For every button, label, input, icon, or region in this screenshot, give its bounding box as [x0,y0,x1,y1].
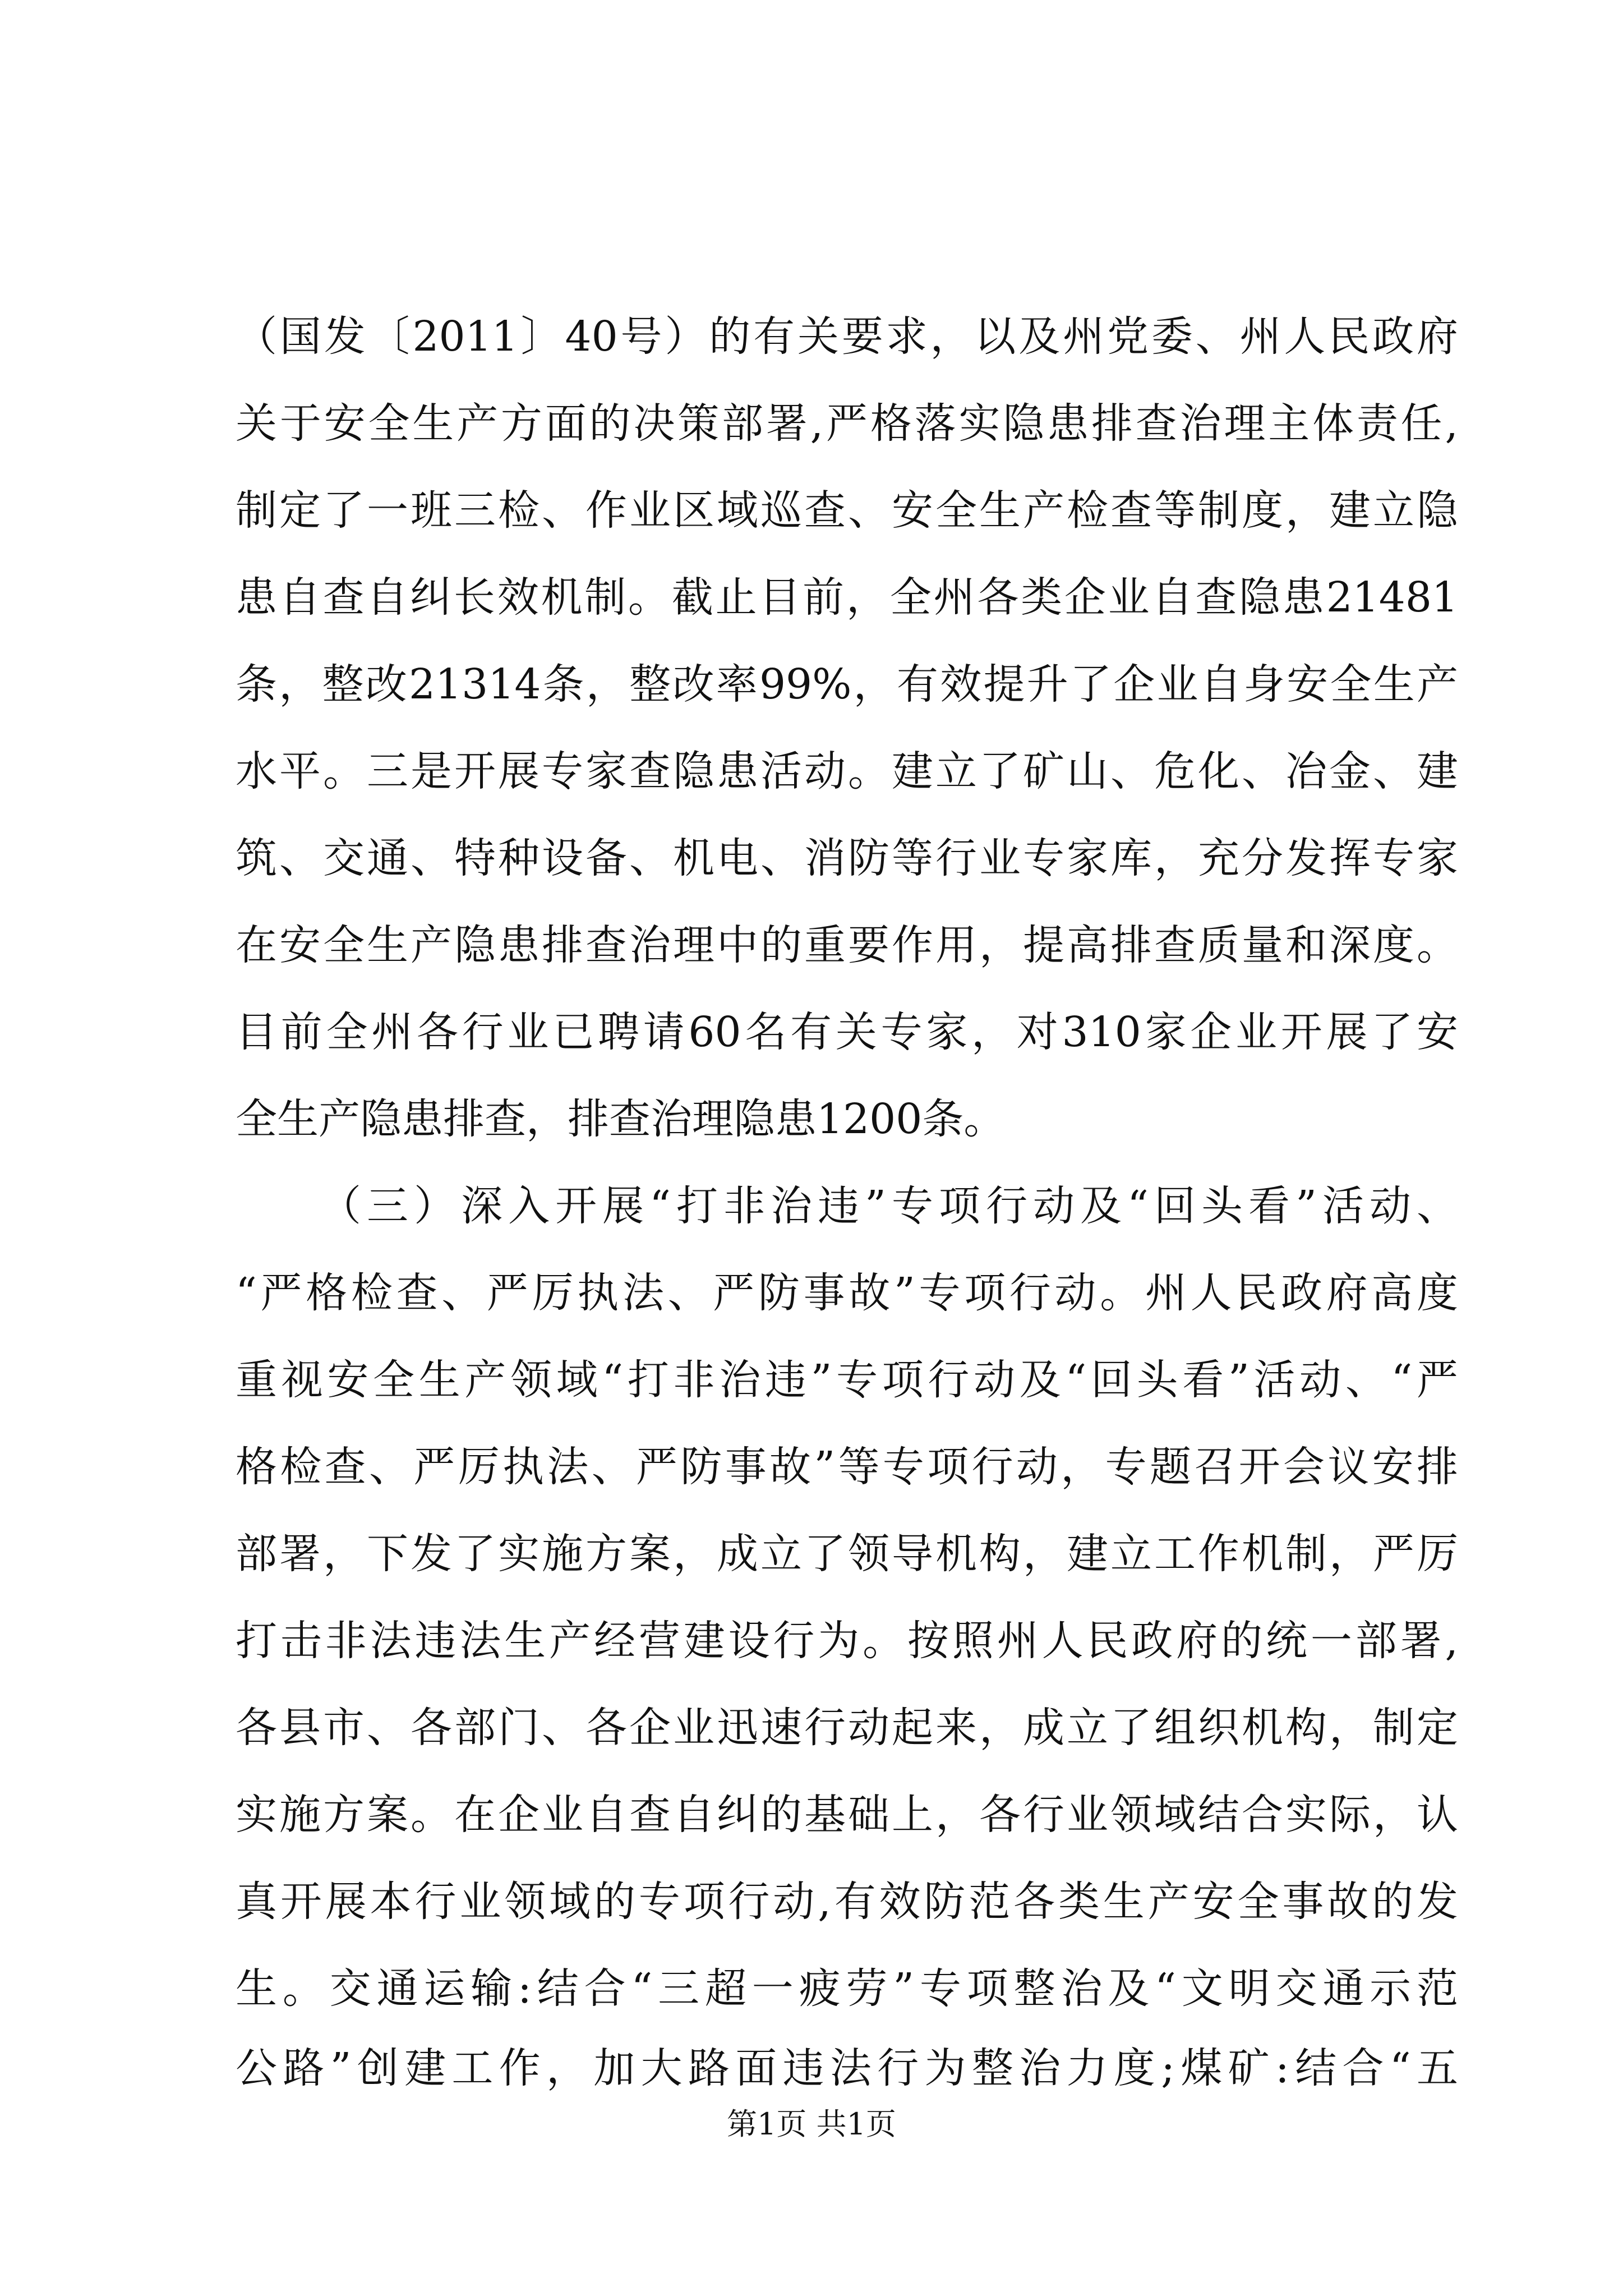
text-line: 水平。三是开展专家查隐患活动。建立了矿山、危化、冶金、建 [236,747,1458,795]
text-line: 条，整改21314条，整改率99%，有效提升了企业自身安全生产 [236,660,1458,708]
text-line: 筑、交通、特种设备、机电、消防等行业专家库，充分发挥专家 [236,834,1458,882]
text-line: 格检查、严厉执法、严防事故”等专项行动，专题召开会议安排 [236,1443,1458,1491]
text-line: 各县市、各部门、各企业迅速行动起来，成立了组织机构，制定 [236,1704,1458,1752]
text-line: 生。交通运输:结合“三超一疲劳”专项整治及“文明交通示范 [236,1964,1458,2013]
text-line: 真开展本行业领域的专项行动,有效防范各类生产安全事故的发 [236,1878,1458,1926]
text-line: 制定了一班三检、作业区域巡查、安全生产检查等制度，建立隐 [236,486,1458,535]
text-line: 患自查自纠长效机制。截止目前，全州各类企业自查隐患21481 [236,573,1458,622]
text-line: 重视安全生产领域“打非治违”专项行动及“回头看”活动、“严 [236,1356,1458,1404]
section-heading-line: （三）深入开展“打非治违”专项行动及“回头看”活动、 [320,1182,1458,1230]
text-line: 在安全生产隐患排查治理中的重要作用，提高排查质量和深度。 [236,921,1458,969]
text-line: 打击非法违法生产经营建设行为。按照州人民政府的统一部署, [236,1617,1458,1665]
text-line: 实施方案。在企业自查自纠的基础上，各行业领域结合实际，认 [236,1791,1458,1839]
text-line: 部署，下发了实施方案，成立了领导机构，建立工作机制，严厉 [236,1530,1458,1578]
text-line: “严格检查、严厉执法、严防事故”专项行动。州人民政府高度 [236,1269,1458,1317]
text-line: 全生产隐患排查，排查治理隐患1200条。 [236,1095,1006,1143]
text-line: 关于安全生产方面的决策部署,严格落实隐患排查治理主体责任, [236,399,1458,448]
page-footer: 第1页 共1页 [727,2106,896,2142]
text-line: 目前全州各行业已聘请60名有关专家，对310家企业开展了安 [236,1008,1458,1056]
text-line: （国发〔2011〕40号）的有关要求，以及州党委、州人民政府 [236,312,1458,361]
text-line: 公路”创建工作，加大路面违法行为整治力度;煤矿:结合“五 [236,2044,1458,2092]
